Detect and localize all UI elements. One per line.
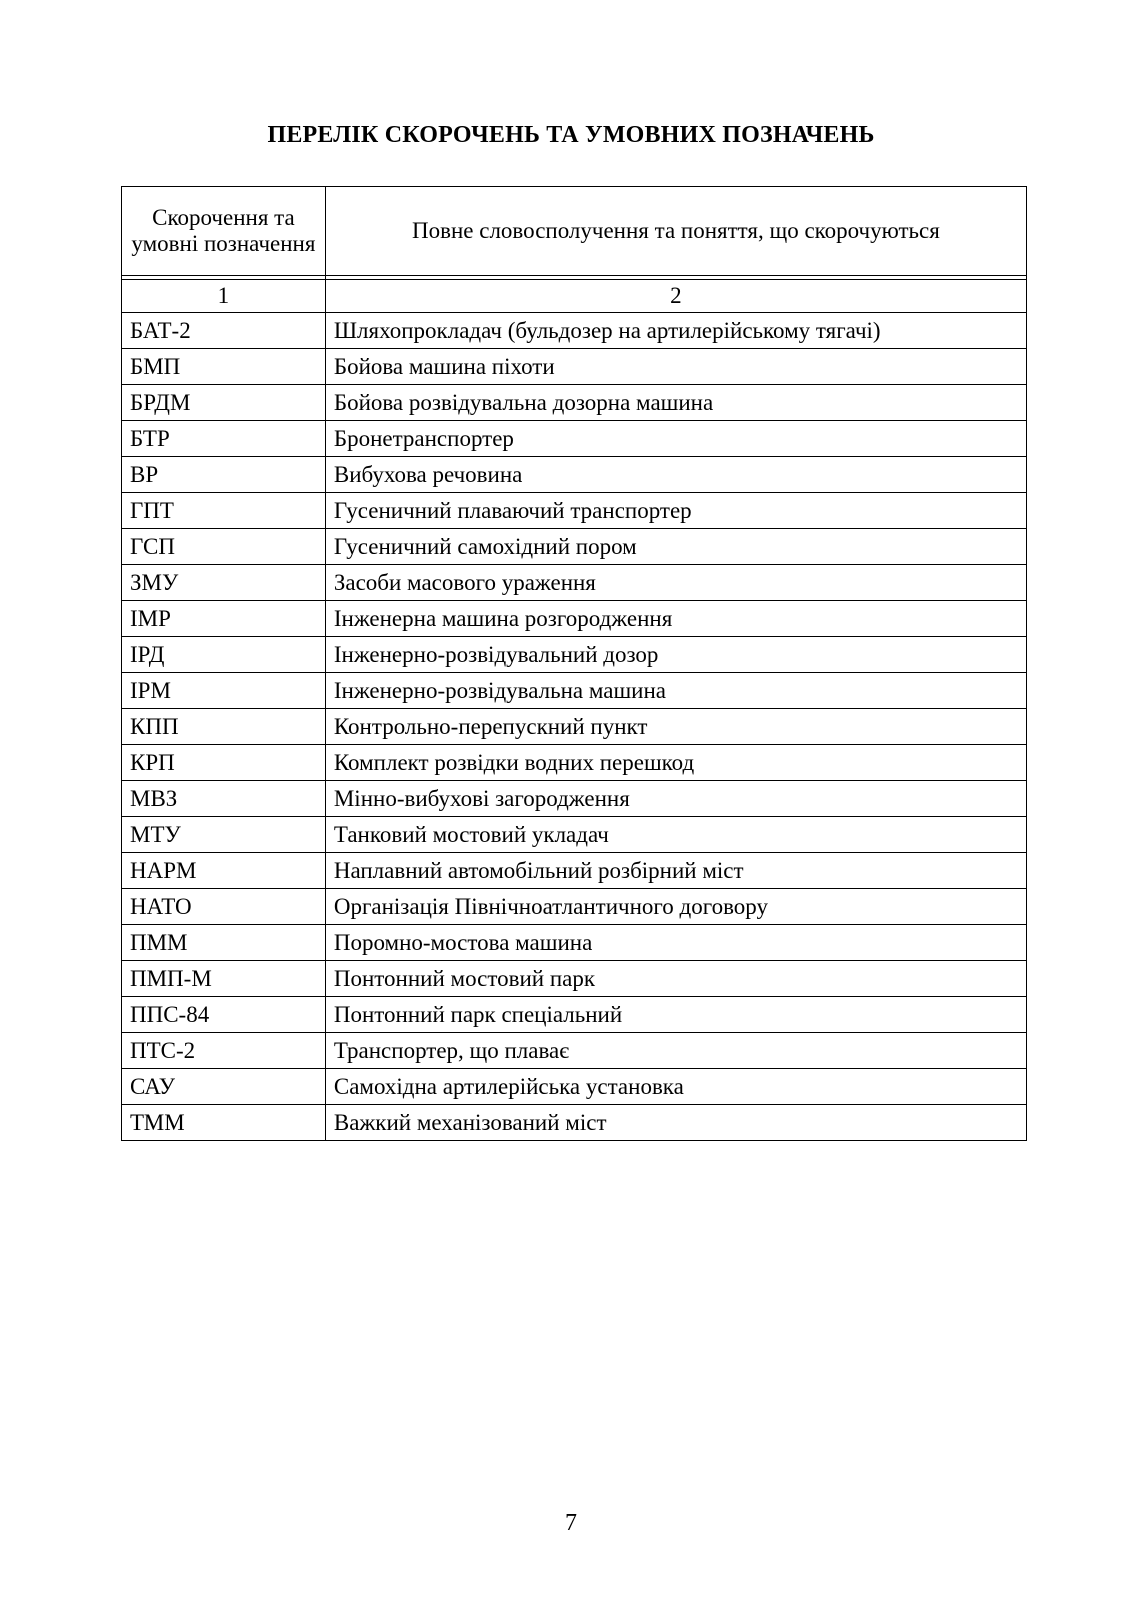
page-number: 7 (565, 1510, 577, 1536)
table-row (122, 1069, 1027, 1105)
full-term-cell: Важкий механізований міст (325, 1105, 1026, 1141)
column-number-2: 2 (325, 280, 1026, 313)
full-term-cell: Бойова розвідувальна дозорна машина (325, 385, 1026, 421)
abbreviation-cell: ППС-84 (122, 997, 326, 1033)
full-term-cell: Організація Північноатлантичного договору (325, 889, 1026, 925)
table-row (122, 313, 1027, 349)
abbreviation-cell: МВЗ (122, 781, 326, 817)
full-term-cell: Засоби масового ураження (325, 565, 1026, 601)
table-row (122, 601, 1027, 637)
full-term-cell: Наплавний автомобільний розбірний міст (325, 853, 1026, 889)
abbreviation-cell: ЗМУ (122, 565, 326, 601)
table-row (122, 745, 1027, 781)
full-term-cell: Понтонний парк спеціальний (325, 997, 1026, 1033)
abbreviation-cell: ІРД (122, 637, 326, 673)
table-row (122, 1033, 1027, 1069)
abbreviation-cell: ПМП-М (122, 961, 326, 997)
full-term-cell: Понтонний мостовий парк (325, 961, 1026, 997)
header-full-term: Повне словосполучення та поняття, що скорочуються (325, 187, 1026, 276)
abbreviation-cell: БАТ-2 (122, 313, 326, 349)
table-row (122, 529, 1027, 565)
full-term-cell: Мінно-вибухові загородження (325, 781, 1026, 817)
table-row (122, 637, 1027, 673)
column-number-1: 1 (122, 280, 326, 313)
abbreviation-cell: ПММ (122, 925, 326, 961)
full-term-cell: Вибухова речовина (325, 457, 1026, 493)
full-term-cell: Бойова машина піхоти (325, 349, 1026, 385)
table-row (122, 1105, 1027, 1141)
table-row (122, 457, 1027, 493)
table-row (122, 565, 1027, 601)
abbreviations-table (121, 186, 1027, 1141)
full-term-cell: Комплект розвідки водних перешкод (325, 745, 1026, 781)
table-row (122, 853, 1027, 889)
table-row (122, 493, 1027, 529)
table-row (122, 349, 1027, 385)
abbreviation-cell: ВР (122, 457, 326, 493)
full-term-cell: Інженерна машина розгородження (325, 601, 1026, 637)
table-row (122, 889, 1027, 925)
table-row (122, 997, 1027, 1033)
table-body (122, 313, 1027, 1141)
full-term-cell: Гусеничний самохідний пором (325, 529, 1026, 565)
column-number-row (122, 280, 1027, 313)
abbreviation-cell: КРП (122, 745, 326, 781)
full-term-cell: Інженерно-розвідувальний дозор (325, 637, 1026, 673)
table-row (122, 385, 1027, 421)
table-row (122, 961, 1027, 997)
full-term-cell: Контрольно-перепускний пункт (325, 709, 1026, 745)
full-term-cell: Гусеничний плаваючий транспортер (325, 493, 1026, 529)
abbreviation-cell: МТУ (122, 817, 326, 853)
table-header-row (122, 187, 1027, 276)
abbreviation-cell: БТР (122, 421, 326, 457)
abbreviation-cell: ТММ (122, 1105, 326, 1141)
page-title: ПЕРЕЛІК СКОРОЧЕНЬ ТА УМОВНИХ ПОЗНАЧЕНЬ (267, 122, 875, 148)
full-term-cell: Самохідна артилерійська установка (325, 1069, 1026, 1105)
header-abbreviation: Скорочення та умовні позначення (122, 187, 326, 276)
table-row (122, 421, 1027, 457)
full-term-cell: Бронетранспортер (325, 421, 1026, 457)
abbreviation-cell: БРДМ (122, 385, 326, 421)
table-row (122, 781, 1027, 817)
full-term-cell: Шляхопрокладач (бульдозер на артилерійському тягачі) (325, 313, 1026, 349)
abbreviation-cell: САУ (122, 1069, 326, 1105)
table-row (122, 673, 1027, 709)
full-term-cell: Танковий мостовий укладач (325, 817, 1026, 853)
table-row (122, 709, 1027, 745)
abbreviation-cell: ІМР (122, 601, 326, 637)
abbreviation-cell: ГСП (122, 529, 326, 565)
abbreviation-cell: КПП (122, 709, 326, 745)
table-row (122, 817, 1027, 853)
abbreviation-cell: ІРМ (122, 673, 326, 709)
abbreviation-cell: БМП (122, 349, 326, 385)
table-row (122, 925, 1027, 961)
abbreviation-cell: НАРМ (122, 853, 326, 889)
abbreviation-cell: ПТС-2 (122, 1033, 326, 1069)
full-term-cell: Поромно-мостова машина (325, 925, 1026, 961)
full-term-cell: Інженерно-розвідувальна машина (325, 673, 1026, 709)
full-term-cell: Транспортер, що плаває (325, 1033, 1026, 1069)
abbreviation-cell: ГПТ (122, 493, 326, 529)
abbreviation-cell: НАТО (122, 889, 326, 925)
